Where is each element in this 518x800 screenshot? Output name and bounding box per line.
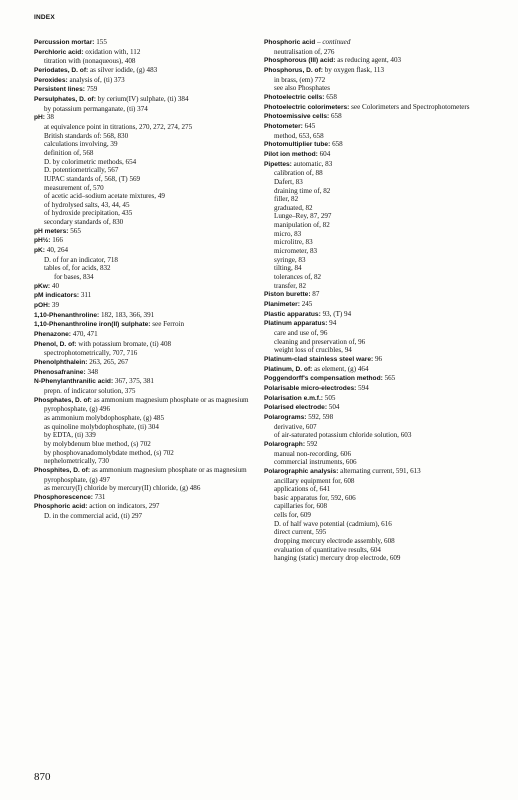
index-heading: Polarisable micro-electrodes: — [264, 384, 357, 392]
index-entry — [34, 396, 252, 414]
index-entry — [34, 246, 252, 256]
index-entry — [34, 466, 252, 484]
index-entry — [264, 38, 490, 48]
index-locators: as silver iodide, (g) 483 — [88, 65, 158, 74]
index-locators: by phosphovanadomolybdate method, (s) 702 — [44, 448, 174, 457]
index-entry — [264, 48, 490, 57]
index-locators: 592, 598 — [306, 412, 334, 421]
index-entry — [34, 493, 252, 503]
index-locators: neutralisation of, 276 — [274, 47, 335, 56]
index-entry — [34, 38, 252, 48]
index-entry — [264, 467, 490, 477]
index-locators: care and use of, 96 — [274, 329, 328, 337]
index-entry — [34, 175, 252, 184]
index-heading: Periodates, D. of: — [34, 66, 89, 74]
index-locators: see Colorimeters and Spectrophotometers — [349, 102, 470, 111]
index-entry — [264, 93, 490, 103]
index-entry — [264, 384, 490, 394]
index-entry — [264, 230, 490, 239]
index-locators: by potassium permanganate, (ti) 374 — [44, 104, 148, 113]
index-entry — [34, 449, 252, 458]
index-entry — [264, 169, 490, 178]
index-entry — [34, 184, 252, 193]
index-entry — [264, 76, 490, 85]
index-heading: 1,10-Phenanthroline: — [34, 311, 100, 319]
index-entry — [264, 494, 490, 503]
index-heading: Polarisation e.m.f.: — [264, 394, 323, 402]
index-locators: with potassium bromate, (ti) 408 — [76, 339, 172, 348]
index-heading: Polarograph: — [264, 440, 306, 448]
index-heading: Persulphates, D. of: — [34, 95, 96, 103]
index-entry — [34, 358, 252, 368]
index-entry — [34, 236, 252, 246]
index-heading: Poggendorff's compensation method: — [264, 375, 383, 383]
index-locators: tables of, for acids, 832 — [44, 264, 111, 273]
index-locators: Dafert, 83 — [274, 177, 303, 186]
index-locators: as element, (g) 464 — [312, 364, 369, 373]
index-entry — [34, 132, 252, 141]
running-head: INDEX — [34, 14, 55, 21]
index-heading: 1,10-Phenanthroline iron(II) sulphate: — [34, 321, 151, 329]
index-heading: Phosphorescence: — [34, 493, 93, 501]
index-locators: syringe, 83 — [274, 255, 306, 264]
index-entry — [34, 192, 252, 201]
page-number: 870 — [34, 771, 51, 783]
index-entry — [34, 457, 252, 466]
index-locators: 155 — [94, 38, 107, 46]
index-entry — [264, 256, 490, 265]
index-entry — [264, 178, 490, 187]
index-entry — [34, 66, 252, 76]
index-locators: as mercury(I) chloride by mercury(II) chloride, (g) 486 — [44, 484, 201, 493]
index-entry — [34, 85, 252, 95]
index-locators: 658 — [330, 140, 343, 149]
index-heading: Pilot ion method: — [264, 150, 318, 158]
index-entry — [264, 477, 490, 486]
index-entry — [264, 502, 490, 511]
index-entry — [264, 346, 490, 355]
index-heading: pH meters: — [34, 227, 69, 235]
index-locators: D. potentiometrically, 567 — [44, 166, 119, 175]
index-heading: Phosphates, D. of: — [34, 396, 92, 404]
index-locators: alternating current, 591, 613 — [338, 466, 421, 475]
index-locators: Lunge–Rey, 87, 297 — [274, 212, 332, 221]
index-entry — [264, 238, 490, 247]
index-entry — [264, 150, 490, 160]
index-entry — [264, 247, 490, 256]
index-entry — [264, 554, 490, 563]
index-locators: analysis of, (ti) 373 — [67, 75, 125, 84]
index-locators: derivative, 607 — [274, 422, 317, 431]
index-locators: 182, 183, 366, 391 — [99, 310, 155, 319]
index-heading: Phosphoric acid — [264, 39, 316, 46]
index-continued: – continued — [315, 38, 351, 46]
index-locators: as reducing agent, 403 — [335, 56, 402, 65]
index-locators: manipulation of, 82 — [274, 221, 330, 230]
index-locators: applications of, 641 — [274, 485, 331, 494]
index-locators: 96 — [373, 354, 383, 363]
index-locators: D. of for an indicator, 718 — [44, 255, 118, 264]
index-entry — [34, 166, 252, 175]
index-entry — [34, 256, 252, 265]
index-entry — [264, 204, 490, 213]
index-locators: 504 — [327, 403, 340, 412]
index-locators: commercial instruments, 606 — [274, 458, 357, 467]
index-entry — [264, 56, 490, 66]
index-entry — [264, 374, 490, 384]
index-entry — [264, 511, 490, 520]
index-entry — [34, 330, 252, 340]
index-locators: method, 653, 658 — [274, 131, 324, 140]
index-entry — [264, 221, 490, 230]
index-heading: Photometer: — [264, 122, 303, 130]
index-locators: definition of, 568 — [44, 148, 94, 157]
index-entry — [264, 528, 490, 537]
index-entry — [264, 132, 490, 141]
index-locators: prepn. of indicator solution, 375 — [44, 386, 136, 395]
index-locators: micrometer, 83 — [274, 247, 318, 256]
index-heading: Phenol, D. of: — [34, 340, 77, 348]
index-heading: Phenosafranine: — [34, 368, 86, 376]
index-locators: 565 — [382, 374, 396, 383]
index-locators: 93, (T) 94 — [320, 309, 352, 318]
index-locators: automatic, 83 — [291, 159, 333, 168]
index-entry — [34, 76, 252, 86]
index-entry — [264, 537, 490, 546]
index-locators: hanging (static) mercury drop electrode, 609 — [274, 554, 401, 563]
index-entry — [264, 355, 490, 365]
index-heading: Peroxides: — [34, 76, 68, 84]
index-entry — [34, 431, 252, 440]
index-locators: action on indicators, 297 — [87, 502, 160, 511]
index-locators: ancillary equipment for, 608 — [274, 476, 355, 485]
index-heading: Phosphites, D. of: — [34, 466, 91, 474]
index-heading: pH: — [34, 114, 45, 122]
index-entry — [264, 273, 490, 282]
index-locators: graduated, 82 — [274, 203, 313, 212]
index-heading: pM indicators: — [34, 292, 80, 300]
index-locators: 87 — [310, 290, 320, 299]
index-entry — [34, 227, 252, 237]
index-entry — [264, 160, 490, 170]
index-entry — [34, 105, 252, 114]
index-locators: direct current, 595 — [274, 528, 327, 537]
index-locators: 470, 471 — [71, 330, 98, 338]
index-locators: weight loss of crucibles, 94 — [274, 346, 352, 355]
index-heading: Platinum-clad stainless steel ware: — [264, 355, 374, 363]
index-heading: Polarised electrode: — [264, 404, 328, 412]
index-entry — [34, 209, 252, 218]
index-entry — [34, 282, 252, 292]
index-entry — [264, 282, 490, 291]
index-entry — [34, 48, 252, 58]
index-heading: Persistent lines: — [34, 86, 85, 94]
index-entry — [264, 300, 490, 310]
index-locators: capillaries for, 608 — [274, 502, 328, 511]
index-entry — [264, 122, 490, 132]
index-entry — [264, 413, 490, 423]
index-entry — [264, 365, 490, 375]
index-heading: Photoemissive cells: — [264, 113, 330, 121]
index-heading: Phenolphthalein: — [34, 358, 88, 366]
index-entry — [34, 218, 252, 227]
index-entry — [34, 149, 252, 158]
index-entry — [34, 201, 252, 210]
index-locators: 40 — [50, 281, 59, 290]
index-entry — [34, 311, 252, 321]
index-locators: oxidation with, 112 — [83, 47, 141, 56]
index-entry — [264, 195, 490, 204]
index-column-right — [264, 38, 490, 563]
index-entry — [264, 310, 490, 320]
index-entry — [34, 512, 252, 521]
index-entry — [264, 319, 490, 329]
index-locators: by cerium(IV) sulphate, (ti) 384 — [95, 94, 189, 103]
index-locators: 40, 264 — [45, 246, 69, 255]
index-heading: Platinum, D. of: — [264, 365, 313, 373]
index-heading: Plastic apparatus: — [264, 310, 321, 318]
index-entry — [34, 291, 252, 301]
index-locators: of hydrolysed salts, 43, 44, 45 — [44, 200, 130, 209]
index-locators: filler, 82 — [274, 195, 299, 204]
index-locators: as ammonium molybdophosphate, (g) 485 — [44, 413, 164, 422]
index-locators: in brass, (em) 772 — [274, 75, 326, 84]
index-entry — [264, 66, 490, 76]
index-heading: Phosphoric acid: — [34, 503, 88, 511]
index-heading: pH½: — [34, 237, 51, 245]
index-locators: for bases, 834 — [54, 273, 94, 282]
index-locators: 311 — [79, 291, 92, 300]
index-heading: pOH: — [34, 302, 51, 310]
index-entry — [34, 273, 252, 282]
index-locators: see Ferroin — [150, 320, 185, 329]
index-locators: 658 — [329, 112, 342, 121]
index-locators: calculations involving, 39 — [44, 140, 118, 149]
index-entry — [264, 431, 490, 440]
index-entry — [34, 377, 252, 387]
index-entry — [34, 158, 252, 167]
index-entry — [264, 403, 490, 413]
index-entry — [264, 140, 490, 150]
index-entry — [264, 84, 490, 93]
index-entry — [264, 423, 490, 432]
index-locators: at equivalence point in titrations, 270, 272, 274, 275 — [44, 122, 193, 131]
index-locators: 565 — [68, 226, 81, 235]
index-heading: Platinum apparatus: — [264, 320, 328, 328]
index-heading: Pipettes: — [264, 160, 292, 168]
index-entry — [264, 450, 490, 459]
index-entry — [264, 458, 490, 467]
index-locators: as ammonium magnesium phosphate or as magnesium pyrophosphate, (g) 496 — [44, 395, 249, 414]
index-entry — [264, 338, 490, 347]
index-locators: of acetic acid–sodium acetate mixtures, 49 — [44, 192, 165, 201]
index-heading: Percussion mortar: — [34, 39, 95, 46]
index-entry — [34, 264, 252, 273]
index-locators: dropping mercury electrode assembly, 608 — [274, 537, 395, 546]
index-entry — [34, 349, 252, 358]
index-entry — [264, 212, 490, 221]
index-entry — [264, 103, 490, 113]
index-heading: Photoelectric colorimeters: — [264, 103, 350, 111]
index-entry — [34, 123, 252, 132]
index-locators: 594 — [356, 383, 369, 392]
index-locators: 263, 265, 267 — [87, 357, 129, 366]
index-heading: pK: — [34, 247, 45, 255]
index-entry — [34, 423, 252, 432]
index-heading: Photomultiplier tube: — [264, 141, 331, 149]
index-locators: 759 — [84, 85, 98, 94]
index-locators: D. by colorimetric methods, 654 — [44, 157, 137, 166]
index-locators: 604 — [317, 149, 331, 158]
index-locators: 367, 375, 381 — [113, 377, 154, 386]
index-heading: Piston burette: — [264, 291, 311, 299]
index-entry — [264, 329, 490, 338]
index-heading: Phosphorous (III) acid: — [264, 57, 336, 65]
index-heading: Photoelectric cells: — [264, 93, 325, 101]
index-locators: of hydroxide precipitation, 435 — [44, 209, 133, 218]
index-heading: Phenazone: — [34, 331, 72, 338]
index-entry — [34, 95, 252, 105]
index-locators: D. in the commercial acid, (ti) 297 — [44, 512, 143, 521]
index-heading: Perchloric acid: — [34, 48, 84, 56]
index-locators: evaluation of quantitative results, 604 — [274, 545, 381, 554]
index-entry — [34, 368, 252, 378]
index-entry — [34, 387, 252, 396]
index-heading: Planimeter: — [264, 301, 300, 309]
index-locators: measurement of, 570 — [44, 183, 104, 192]
index-locators: 731 — [93, 492, 106, 501]
index-locators: cleaning and preservation of, 96 — [274, 337, 366, 346]
index-entry — [34, 340, 252, 350]
index-heading: pKw: — [34, 282, 51, 290]
index-entry — [34, 440, 252, 449]
index-locators: 505 — [323, 393, 336, 402]
index-locators: 38 — [45, 113, 54, 122]
index-locators: as ammonium magnesium phosphate or as magnesium pyrophosphate, (g) 497 — [44, 465, 247, 484]
index-locators: 645 — [302, 121, 316, 130]
index-column-left — [34, 38, 252, 521]
index-entry — [264, 520, 490, 529]
index-entry — [34, 502, 252, 512]
index-heading: N-Phenylanthranilic acid: — [34, 378, 114, 386]
index-entry — [34, 414, 252, 423]
index-locators: spectrophotometrically, 707, 716 — [44, 349, 138, 358]
index-locators: 592 — [305, 439, 318, 448]
index-locators: 245 — [299, 300, 313, 309]
index-entry — [264, 187, 490, 196]
index-locators: manual non-recording, 606 — [274, 449, 352, 458]
index-locators: cells for, 609 — [274, 511, 311, 520]
index-locators: 39 — [50, 301, 59, 310]
index-entry — [264, 290, 490, 300]
index-locators: 166 — [50, 236, 63, 245]
index-locators: by EDTA, (ti) 339 — [44, 431, 96, 440]
index-entry — [264, 546, 490, 555]
index-locators: transfer, 82 — [274, 281, 307, 290]
index-locators: calibration of, 88 — [274, 169, 323, 178]
index-locators: microlitre, 83 — [274, 238, 313, 247]
index-entry — [34, 320, 252, 330]
index-entry — [34, 484, 252, 493]
index-locators: 348 — [85, 367, 99, 376]
index-locators: IUPAC standards of, 568, (T) 569 — [44, 174, 141, 183]
index-entry — [264, 485, 490, 494]
index-locators: tolerances of, 82 — [274, 273, 322, 282]
index-entry — [264, 394, 490, 404]
index-locators: of air-saturated potassium chloride solution, 603 — [274, 431, 412, 440]
index-locators: British standards of: 568, 830 — [44, 131, 129, 140]
index-heading: Polarographic analysis: — [264, 467, 339, 475]
index-locators: by molybdenum blue method, (s) 702 — [44, 439, 151, 448]
index-locators: secondary standards of, 830 — [44, 218, 124, 227]
index-locators: micro, 83 — [274, 229, 302, 238]
index-heading: Polarograms: — [264, 413, 307, 421]
index-locators: as quinoline molybdophosphate, (ti) 304 — [44, 422, 159, 431]
index-locators: nephelometrically, 730 — [44, 457, 109, 466]
index-locators: titration with (nonaqueous), 408 — [44, 57, 136, 66]
index-heading: Phosphorus, D. of: — [264, 66, 323, 74]
index-locators: draining time of, 82 — [274, 186, 331, 195]
index-entry — [264, 264, 490, 273]
index-entry — [264, 112, 490, 122]
index-locators: tilting, 84 — [274, 264, 302, 273]
index-entry — [34, 113, 252, 123]
index-entry — [34, 140, 252, 149]
index-locators: by oxygen flask, 113 — [322, 65, 384, 74]
index-locators: 658 — [324, 92, 337, 101]
index-entry — [34, 301, 252, 311]
index-locators: 94 — [327, 319, 337, 328]
index-locators: basic apparatus for, 592, 606 — [274, 493, 356, 502]
index-entry — [264, 440, 490, 450]
index-entry — [34, 57, 252, 66]
index-locators: D. of half wave potential (cadmium), 616 — [274, 519, 392, 528]
index-locators: see also Phosphates — [274, 84, 330, 93]
